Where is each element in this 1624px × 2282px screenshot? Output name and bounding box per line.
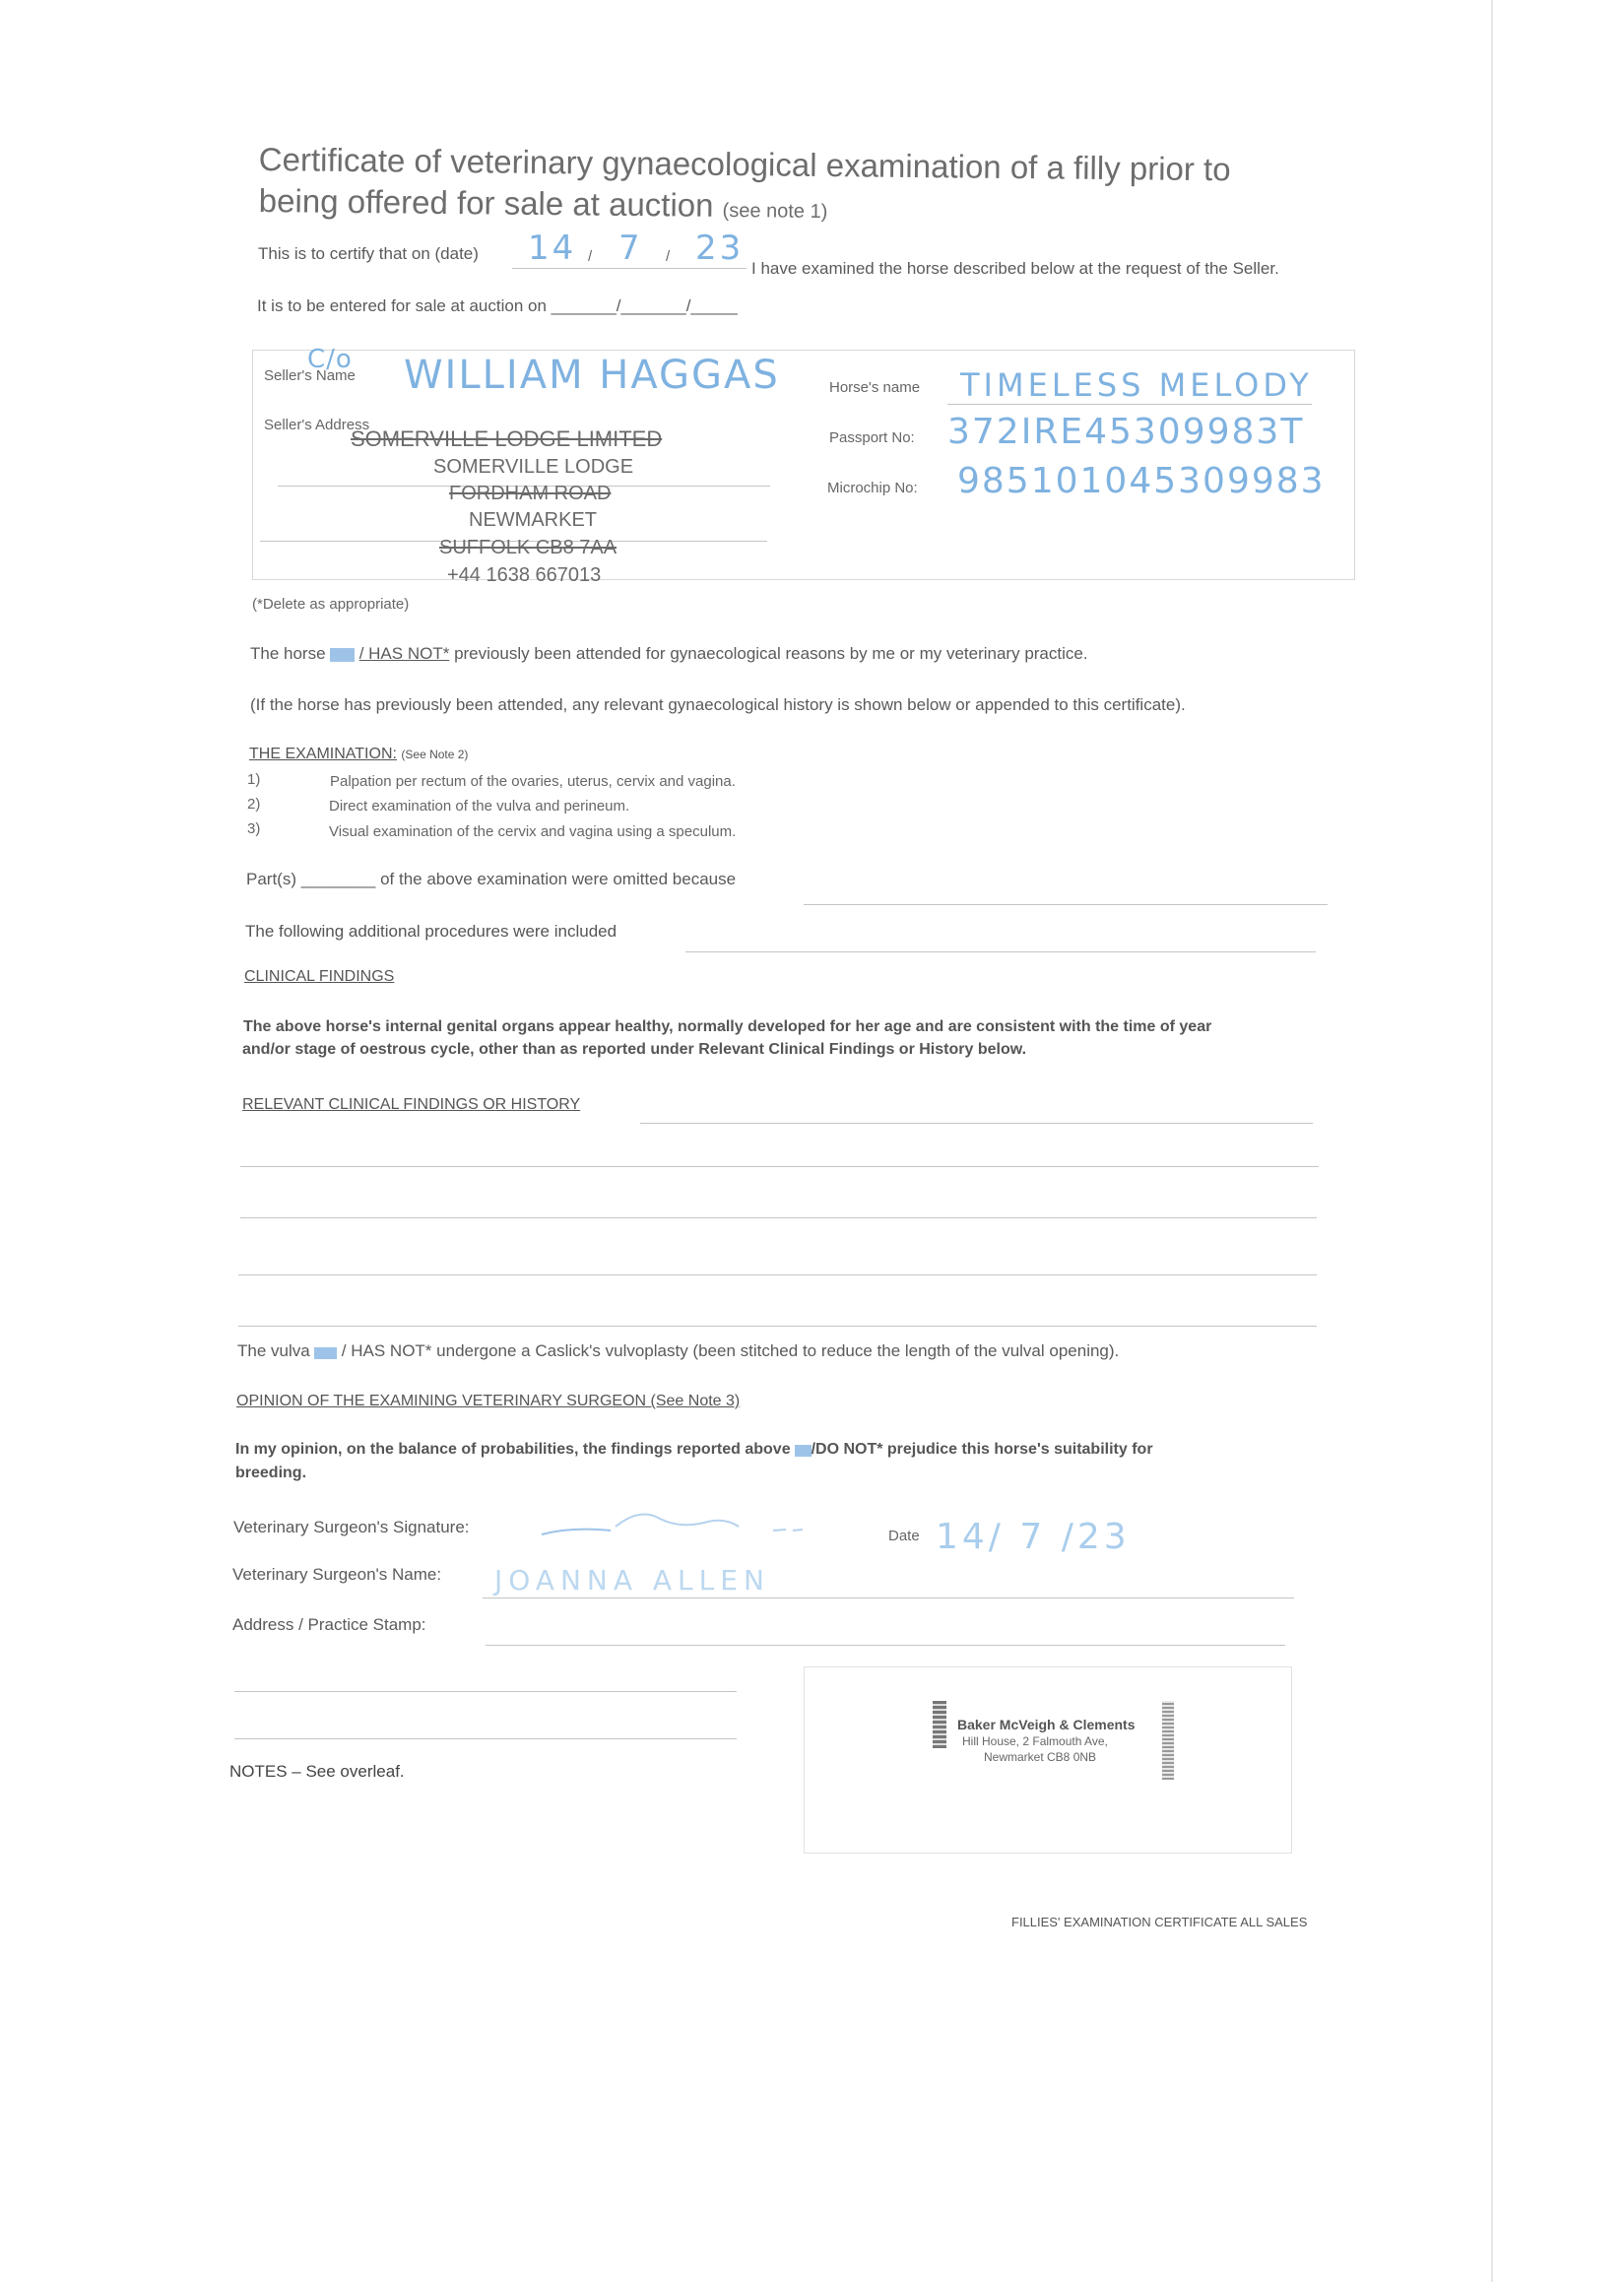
exam-item-1-num: 1) xyxy=(247,771,261,788)
exam-item-2-num: 2) xyxy=(247,796,261,813)
opinion-text-1 xyxy=(235,1441,1153,1459)
relevant-rule-1 xyxy=(640,1123,1313,1124)
seller-address-line-5: SUFFOLK CB8 7AA xyxy=(439,537,617,558)
history-note: (If the horse has previously been attended, any relevant gynaecological history is shown below or appended to this certificate). xyxy=(250,695,1186,714)
horse-name-underline xyxy=(947,404,1312,405)
seller-address-line-4: NEWMARKET xyxy=(469,509,597,531)
seller-name-value: WILLIAM HAGGAS xyxy=(404,353,780,398)
stamp-line-1: Baker McVeigh & Clements xyxy=(957,1717,1136,1732)
attended-prefix: The horse xyxy=(250,644,326,663)
seller-address-line-6: +44 1638 667013 xyxy=(447,564,602,586)
stamp-line-3: Newmarket CB8 0NB xyxy=(984,1750,1097,1764)
title-text: being offered for sale at auction xyxy=(258,182,714,224)
title-note: (see note 1) xyxy=(722,199,828,224)
clinical-text-2: and/or stage of oestrous cycle, other than as reported under Relevant Clinical Findings or History below. xyxy=(242,1041,1027,1058)
vulva-prefix: The vulva xyxy=(237,1341,310,1360)
sale-date-line: It is to be entered for sale at auction on _______/_______/_____ xyxy=(257,296,738,315)
vulva-option: / HAS NOT* xyxy=(341,1341,432,1360)
relevant-rule-5 xyxy=(238,1326,1317,1327)
relevant-rule-2 xyxy=(240,1166,1319,1167)
certify-suffix: I have examined the horse described below at the request of the Seller. xyxy=(751,259,1279,278)
stamp-line-2: Hill House, 2 Falmouth Ave, xyxy=(962,1734,1108,1748)
clinical-heading: CLINICAL FINDINGS xyxy=(244,968,395,985)
vulva-suffix: undergone a Caslick's vulvoplasty (been stitched to reduce the length of the vulval opening). xyxy=(436,1341,1120,1360)
address-stamp-rule xyxy=(486,1645,1285,1646)
seller-address-line-1: SOMERVILLE LODGE LIMITED xyxy=(351,426,663,451)
exam-item-2-text: Direct examination of the vulva and perineum. xyxy=(329,798,630,815)
certify-date-year: 23 xyxy=(695,228,745,268)
address-stamp-label: Address / Practice Stamp: xyxy=(232,1615,426,1634)
opinion-heading: OPINION OF THE EXAMINING VETERINARY SURGEON (See Note 3) xyxy=(236,1393,741,1409)
delete-note: (*Delete as appropriate) xyxy=(252,596,410,613)
opinion-struck: DO xyxy=(795,1445,812,1457)
clinical-text-1: The above horse's internal genital organs appear healthy, normally developed for her age and are consistent with the time of year xyxy=(243,1018,1212,1035)
relevant-rule-3 xyxy=(240,1217,1317,1218)
date-sep-2: / xyxy=(666,248,671,265)
opinion-text-2: breeding. xyxy=(235,1465,307,1481)
attended-option: / HAS NOT* xyxy=(358,644,450,663)
address-rule-left-1 xyxy=(234,1691,737,1692)
relevant-heading: RELEVANT CLINICAL FINDINGS OR HISTORY xyxy=(242,1096,581,1113)
vulva-struck: HAS xyxy=(314,1347,338,1359)
certify-date-day: 14 xyxy=(528,228,577,268)
horse-name-label: Horse's name xyxy=(829,379,921,396)
microchip-value: 985101045309983 xyxy=(957,461,1326,501)
footer-text: FILLIES' EXAMINATION CERTIFICATE ALL SALES xyxy=(1011,1915,1308,1929)
certify-date-month: 7 xyxy=(618,228,643,268)
vet-name-value: JOANNA ALLEN xyxy=(494,1564,770,1597)
opinion-suffix: /DO NOT* prejudice this horse's suitability for xyxy=(811,1441,1153,1458)
address-rule-left-2 xyxy=(234,1738,737,1739)
examination-note: (See Note 2) xyxy=(401,748,469,761)
seller-address-label: Seller's Address xyxy=(264,417,370,433)
attended-struck: HAS xyxy=(330,648,355,662)
passport-value: 372IRE45309983T xyxy=(947,412,1305,452)
exam-item-3-num: 3) xyxy=(247,820,261,837)
examination-heading xyxy=(249,746,468,763)
passport-label: Passport No: xyxy=(829,429,915,446)
opinion-prefix: In my opinion, on the balance of probabilities, the findings reported above xyxy=(235,1441,791,1458)
seller-address-line-2: SOMERVILLE LODGE xyxy=(433,456,634,478)
title-line-2 xyxy=(259,182,828,226)
horse-name-value: TIMELESS MELODY xyxy=(960,366,1313,404)
vet-name-label: Veterinary Surgeon's Name: xyxy=(232,1565,442,1584)
additional-rule xyxy=(685,951,1316,952)
microchip-label: Microchip No: xyxy=(827,480,918,496)
seller-name-label: Seller's Name xyxy=(264,367,356,384)
signature-scribble xyxy=(532,1497,817,1541)
exam-item-1-text: Palpation per rectum of the ovaries, uterus, cervix and vagina. xyxy=(330,773,736,790)
date-label: Date xyxy=(888,1528,920,1544)
seller-address-line-3: FORDHAM ROAD xyxy=(449,483,612,504)
additional-procedures: The following additional procedures were included xyxy=(245,922,617,941)
attended-suffix: previously been attended for gynaecological reasons by me or my veterinary practice. xyxy=(454,644,1088,663)
examination-title: THE EXAMINATION: xyxy=(249,746,397,762)
signature-date-value: 14/ 7 /23 xyxy=(936,1517,1131,1557)
certify-prefix: This is to certify that on (date) xyxy=(258,244,479,263)
scan-edge xyxy=(1491,0,1493,2282)
attended-line xyxy=(250,644,1088,664)
relevant-rule-4 xyxy=(238,1274,1317,1275)
vet-name-rule xyxy=(483,1597,1294,1598)
exam-item-3-text: Visual examination of the cervix and vagina using a speculum. xyxy=(329,823,737,840)
date-sep-1: / xyxy=(588,248,593,265)
stamp-logo-icon xyxy=(933,1701,946,1748)
date-underline xyxy=(512,268,747,269)
signature-label: Veterinary Surgeon's Signature: xyxy=(233,1518,470,1536)
omitted-rule xyxy=(804,904,1328,905)
omitted-line: Part(s) ________ of the above examination were omitted because xyxy=(246,870,737,888)
stamp-bar-icon xyxy=(1162,1701,1174,1780)
notes-overleaf: NOTES – See overleaf. xyxy=(229,1762,405,1781)
vulva-line xyxy=(237,1341,1119,1361)
title-line-1: Certificate of veterinary gynaecological examination of a filly prior to xyxy=(258,141,1231,188)
seller-name-prefix: C/o xyxy=(307,345,353,374)
